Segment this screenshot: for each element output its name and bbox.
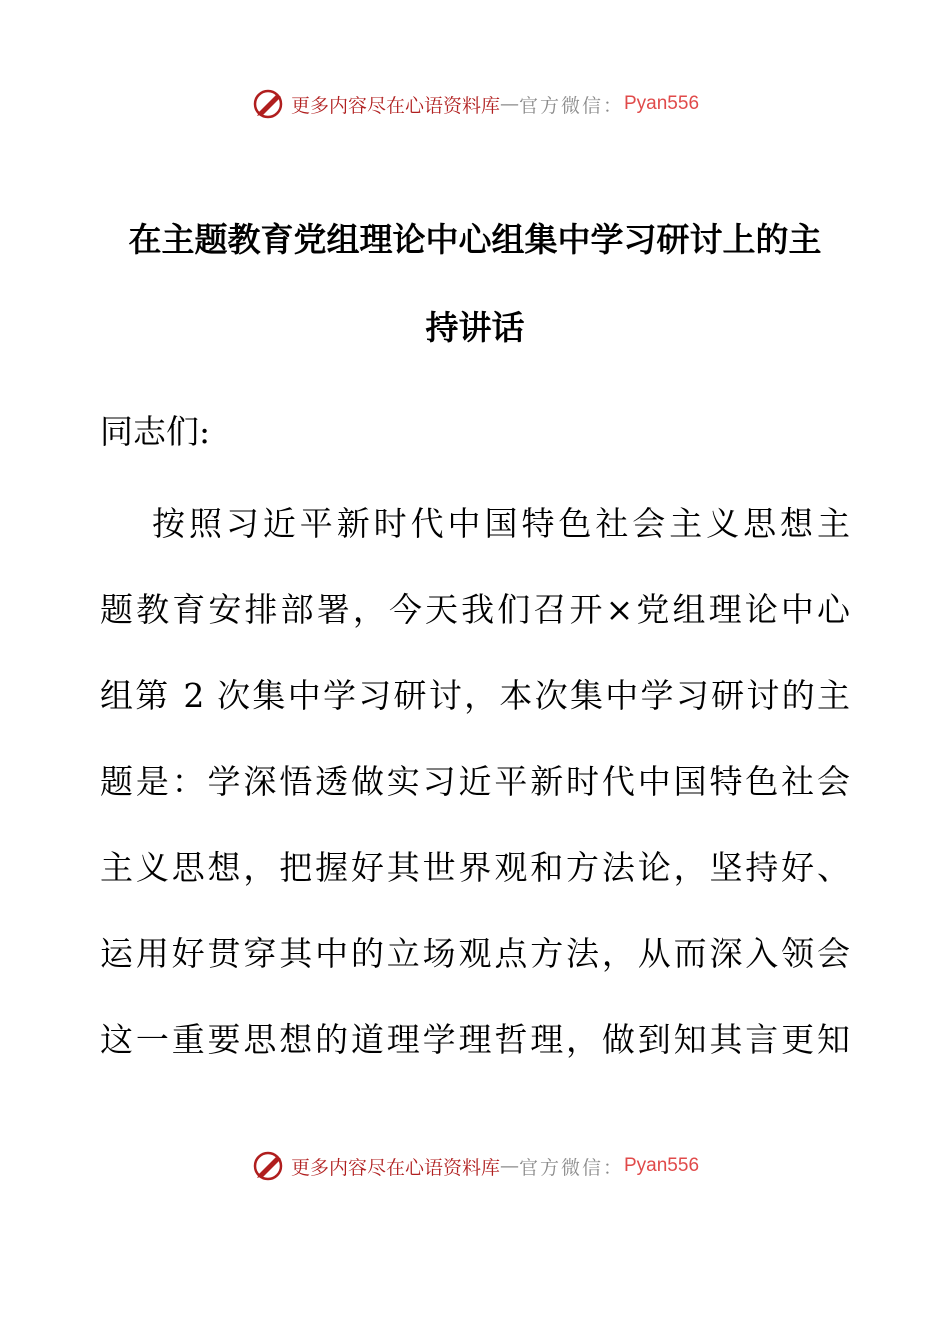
- pen-logo-icon: [251, 1148, 287, 1184]
- paragraph-line: 按照习近平新时代中国特色社会主义思想主: [152, 504, 850, 543]
- pen-logo-icon: [251, 86, 287, 122]
- banner-wechat-id: Pyan556: [624, 93, 700, 114]
- banner-official-label: 官方微信：: [518, 1156, 624, 1179]
- footer-banner: [0, 1146, 950, 1186]
- banner-separator: —: [499, 93, 519, 115]
- paragraph-line: 这一重要思想的道理学理哲理，做到知其言更知: [100, 1020, 850, 1059]
- header-banner: [0, 84, 950, 124]
- banner-text: 更多内容尽在心语资料库: [290, 94, 500, 117]
- paragraph-line: 组第 2 次集中学习研讨，本次集中学习研讨的主: [100, 676, 850, 715]
- banner-text: 更多内容尽在心语资料库: [290, 1156, 500, 1179]
- banner-official-label: 官方微信：: [518, 94, 624, 117]
- banner-wechat-id: Pyan556: [624, 1155, 700, 1176]
- document-title-line-2: 持讲话: [425, 308, 525, 347]
- paragraph-line: 主义思想，把握好其世界观和方法论，坚持好、: [100, 848, 850, 887]
- document-title-line-1: 在主题教育党组理论中心组集中学习研讨上的主: [128, 220, 822, 259]
- banner-separator: —: [499, 1155, 519, 1177]
- salutation: 同志们:: [100, 412, 211, 451]
- paragraph-line: 题教育安排部署，今天我们召开×党组理论中心: [100, 590, 850, 629]
- paragraph-line: 题是：学深悟透做实习近平新时代中国特色社会: [100, 762, 850, 801]
- paragraph-line: 运用好贯穿其中的立场观点方法，从而深入领会: [100, 934, 850, 973]
